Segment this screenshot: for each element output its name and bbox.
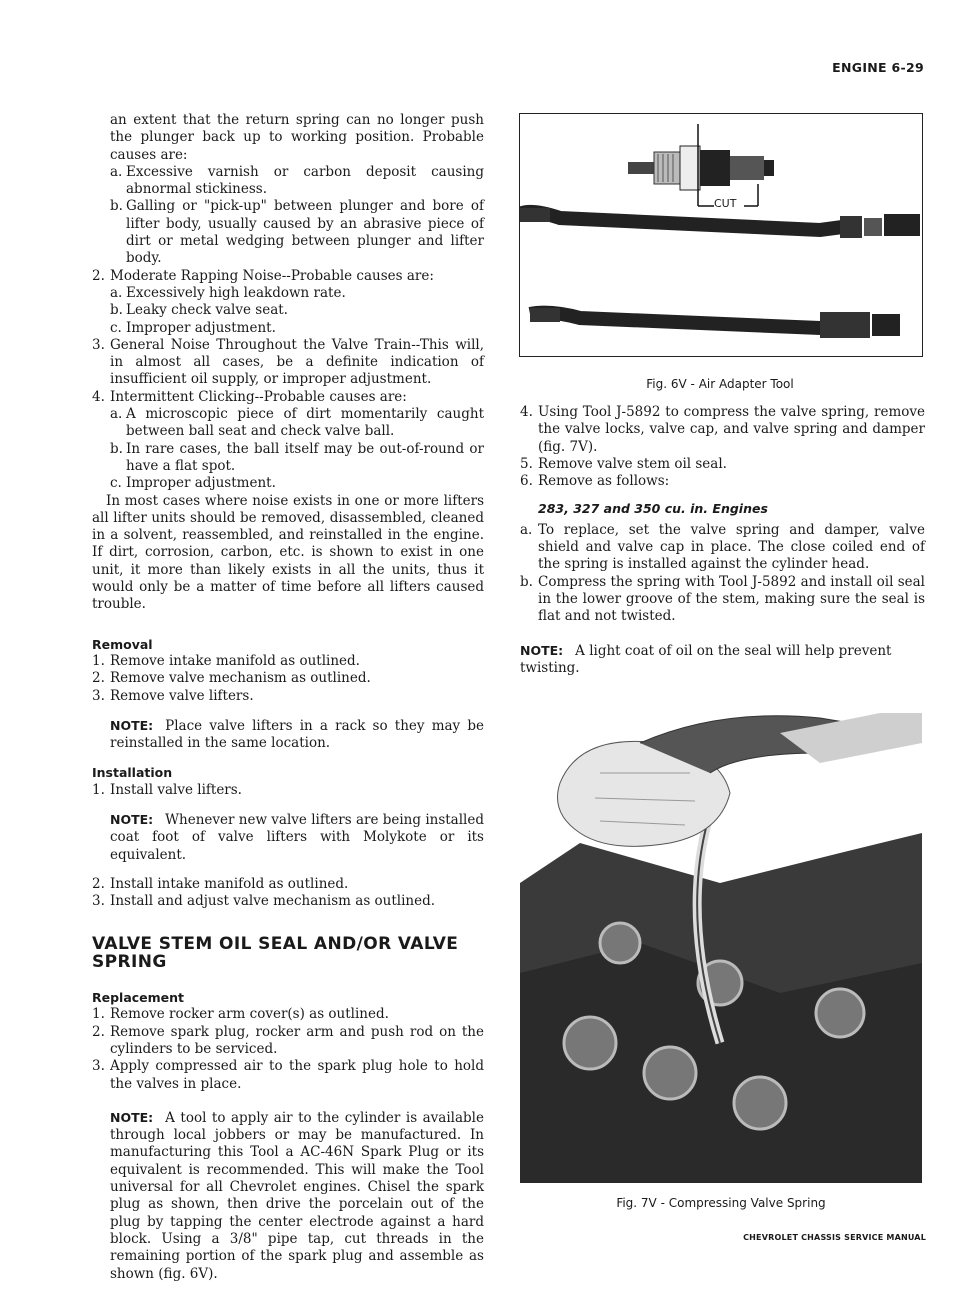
cut-label: CUT: [714, 197, 737, 210]
list-item: 1. Install valve lifters.: [92, 781, 242, 798]
subsection-heading: 283, 327 and 350 cu. in. Engines: [538, 501, 768, 517]
list-item: 2. Remove spark plug, rocker arm and push rod on the cylinders to be serviced.: [92, 1023, 484, 1057]
list-item: a. Excessive varnish or carbon deposit causing abnormal stickiness.: [110, 163, 484, 198]
figure-caption: Fig. 6V - Air Adapter Tool: [646, 377, 794, 391]
list-item: 1. Remove rocker arm cover(s) as outlined.: [92, 1006, 389, 1023]
air-adapter-tool-illustration: [520, 114, 922, 356]
list-item: b. In rare cases, the ball itself may be out-of-round or have a flat spot.: [110, 440, 484, 474]
note: NOTE: A tool to apply air to the cylinder is available through local jobbers or may be manufactured. In manufacturing this Tool a AC-46N Spark Plug or its equivalent is recommended. This will make the Tool universal for all Chevrolet engines. Chisel the spark plug as shown, then drive the porcelain out of the plug by tapping the center electrode against a hard block. Using a 3/8" pipe tap, cut threads in the remaining portion of the spark plug and assemble as shown (fig. 6V).: [110, 1109, 484, 1282]
list-item: 6. Remove as follows:: [520, 473, 670, 490]
list-item: 4. Intermittent Clicking--Probable causes are:: [92, 388, 407, 405]
figure-caption: Fig. 7V - Compressing Valve Spring: [616, 1196, 826, 1210]
list-item: b. Compress the spring with Tool J-5892 and install oil seal in the lower groove of the stem, making sure the seal is flat and not twisted.: [520, 573, 925, 625]
left-column: [92, 112, 484, 1295]
page-footer: CHEVROLET CHASSIS SERVICE MANUAL: [743, 1233, 926, 1242]
section-heading: Removal: [92, 636, 153, 652]
list-item: 5. Remove valve stem oil seal.: [520, 455, 727, 472]
list-item: b. Galling or "pick-up" between plunger and bore of lifter body, usually caused by an abrasive piece of dirt or metal wedging between plunger and lifter body.: [110, 198, 484, 267]
list-item: 2. Moderate Rapping Noise--Probable causes are:: [92, 267, 434, 284]
figure-air-adapter-tool: [519, 113, 923, 357]
section-heading: Installation: [92, 765, 173, 781]
list-item: c. Improper adjustment.: [110, 319, 276, 336]
list-item: 3. Apply compressed air to the spark plug hole to hold the valves in place.: [92, 1058, 484, 1092]
list-item: 2. Install intake manifold as outlined.: [92, 875, 349, 892]
note: NOTE: Place valve lifters in a rack so they may be reinstalled in the same location.: [110, 717, 484, 752]
list-item: a. Excessively high leakdown rate.: [110, 284, 346, 301]
list-item: a. To replace, set the valve spring and damper, valve shield and valve cap in place. The close coiled end of the spring is installed against the cylinder head.: [520, 521, 925, 573]
paragraph: In most cases where noise exists in one or more lifters all lifter units should be removed, disassembled, cleaned in a solvent, reassembled, and reinstalled in the engine. If dirt, corrosion, carbon, etc. is shown to exist in one unit, it more than likely exists in all the units, thus it would only be a matter of time before all lifters caused trouble.: [92, 492, 484, 613]
note: NOTE: Whenever new valve lifters are being installed coat foot of valve lifters with Molykote or its equivalent.: [110, 811, 484, 863]
list-item: a. A microscopic piece of dirt momentarily caught between ball seat and check valve ball.: [110, 406, 484, 440]
list-item: 2. Remove valve mechanism as outlined.: [92, 670, 371, 687]
list-item: b. Leaky check valve seat.: [110, 302, 288, 319]
figure-compressing-valve-spring: [520, 713, 922, 1183]
note: NOTE: A light coat of oil on the seal will help prevent twisting.: [520, 642, 892, 676]
list-item: 3. General Noise Throughout the Valve Train--This will, in almost all cases, be a definite indication of insufficient oil supply, or improper adjustment.: [92, 336, 484, 388]
paragraph: an extent that the return spring can no longer push the plunger back up to working position. Probable causes are:: [110, 112, 484, 163]
list-item: c. Improper adjustment.: [110, 475, 276, 492]
list-item: 3. Install and adjust valve mechanism as outlined.: [92, 893, 436, 910]
right-column: [520, 404, 925, 677]
section-heading: Replacement: [92, 990, 185, 1006]
list-item: 1. Remove intake manifold as outlined.: [92, 652, 360, 669]
section-title: VALVE STEM OIL SEAL AND/OR VALVE SPRING: [92, 934, 459, 972]
list-item: 4. Using Tool J-5892 to compress the valve spring, remove the valve locks, valve cap, and valve spring and damper (fig. 7V).: [520, 404, 925, 455]
valve-spring-compressor-photo: [520, 713, 922, 1183]
list-item: 3. Remove valve lifters.: [92, 687, 254, 704]
page-header: ENGINE 6-29: [832, 60, 924, 75]
